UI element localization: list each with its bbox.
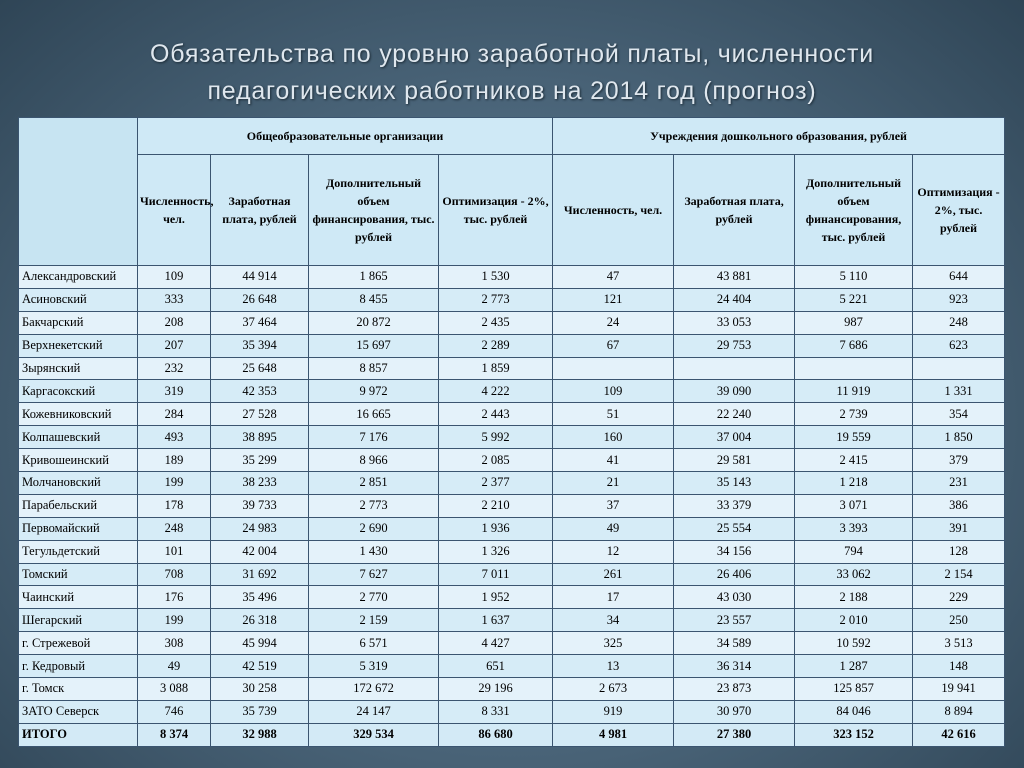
table-cell: 33 062 [795, 563, 913, 586]
table-cell: 21 [553, 472, 674, 495]
column-header: Дополнительный объем финансирования, тыс. рублей [795, 155, 913, 266]
table-cell: 19 941 [913, 678, 1005, 701]
table-cell: 199 [138, 472, 211, 495]
row-label: Молчановский [19, 472, 138, 495]
table-cell: 207 [138, 334, 211, 357]
table-cell: 1 859 [439, 357, 553, 380]
table-cell: 8 455 [309, 288, 439, 311]
column-header: Численность, чел. [138, 155, 211, 266]
header-group-general-education: Общеобразовательные организации [138, 118, 553, 155]
table-row [19, 540, 1005, 563]
table-cell: 2 010 [795, 609, 913, 632]
table-cell: 34 156 [674, 540, 795, 563]
table-cell: 29 196 [439, 678, 553, 701]
table-row [19, 426, 1005, 449]
table-cell: 25 554 [674, 517, 795, 540]
table-cell: 35 739 [211, 700, 309, 723]
table-row [19, 472, 1005, 495]
table-row [19, 380, 1005, 403]
table-cell: 5 110 [795, 266, 913, 289]
table-cell: 172 672 [309, 678, 439, 701]
table-cell: 42 616 [913, 723, 1005, 746]
row-label: Кожевниковский [19, 403, 138, 426]
table-cell: 9 972 [309, 380, 439, 403]
table-cell: 7 627 [309, 563, 439, 586]
total-row [19, 723, 1005, 746]
table-cell: 31 692 [211, 563, 309, 586]
table-cell: 3 393 [795, 517, 913, 540]
table-cell: 42 004 [211, 540, 309, 563]
table-row [19, 517, 1005, 540]
table-cell: 2 770 [309, 586, 439, 609]
table-cell: 16 665 [309, 403, 439, 426]
row-label: ИТОГО [19, 723, 138, 746]
table-cell: 32 988 [211, 723, 309, 746]
table-cell: 391 [913, 517, 1005, 540]
table-cell: 248 [138, 517, 211, 540]
table-cell: 36 314 [674, 655, 795, 678]
table-cell: 386 [913, 494, 1005, 517]
table-cell: 379 [913, 449, 1005, 472]
table-cell: 23 873 [674, 678, 795, 701]
column-header: Оптимизация - 2%, тыс. рублей [913, 155, 1005, 266]
table-row [19, 655, 1005, 678]
table-cell: 3 071 [795, 494, 913, 517]
table-cell: 5 319 [309, 655, 439, 678]
column-header: Заработная плата, рублей [674, 155, 795, 266]
table-cell: 1 936 [439, 517, 553, 540]
row-label: Шегарский [19, 609, 138, 632]
table-cell: 2 443 [439, 403, 553, 426]
table-row [19, 403, 1005, 426]
table-cell: 208 [138, 311, 211, 334]
table-cell: 319 [138, 380, 211, 403]
row-label: Первомайский [19, 517, 138, 540]
table-cell: 44 914 [211, 266, 309, 289]
table-cell: 148 [913, 655, 1005, 678]
table-cell: 33 053 [674, 311, 795, 334]
slide-title [40, 36, 984, 110]
table-cell: 37 [553, 494, 674, 517]
table-cell: 160 [553, 426, 674, 449]
table-cell: 37 464 [211, 311, 309, 334]
table-cell: 2 085 [439, 449, 553, 472]
table-cell: 987 [795, 311, 913, 334]
table-cell: 22 240 [674, 403, 795, 426]
table-cell: 5 992 [439, 426, 553, 449]
table-cell: 923 [913, 288, 1005, 311]
table-cell: 33 379 [674, 494, 795, 517]
table-cell: 199 [138, 609, 211, 632]
table-cell: 354 [913, 403, 1005, 426]
column-header: Оптимизация - 2%, тыс. рублей [439, 155, 553, 266]
table-cell: 20 872 [309, 311, 439, 334]
table-cell: 37 004 [674, 426, 795, 449]
row-label: г. Томск [19, 678, 138, 701]
table-cell: 2 377 [439, 472, 553, 495]
table-cell: 189 [138, 449, 211, 472]
table-cell: 34 589 [674, 632, 795, 655]
table-cell: 325 [553, 632, 674, 655]
table-cell: 121 [553, 288, 674, 311]
table-row [19, 334, 1005, 357]
row-label: Томский [19, 563, 138, 586]
table-cell [795, 357, 913, 380]
table-cell: 47 [553, 266, 674, 289]
row-label: Каргасокский [19, 380, 138, 403]
table-cell: 2 690 [309, 517, 439, 540]
table-row [19, 632, 1005, 655]
table-row [19, 357, 1005, 380]
table-cell: 2 739 [795, 403, 913, 426]
table-cell: 41 [553, 449, 674, 472]
table-cell: 8 374 [138, 723, 211, 746]
table-cell: 109 [138, 266, 211, 289]
table-cell: 651 [439, 655, 553, 678]
table-row [19, 563, 1005, 586]
row-label: Кривошеинский [19, 449, 138, 472]
table-row [19, 449, 1005, 472]
table-cell: 67 [553, 334, 674, 357]
table-cell [913, 357, 1005, 380]
table-cell: 26 318 [211, 609, 309, 632]
table-cell: 2 435 [439, 311, 553, 334]
table-cell: 329 534 [309, 723, 439, 746]
table-cell: 30 970 [674, 700, 795, 723]
table-cell: 35 496 [211, 586, 309, 609]
table-cell: 39 090 [674, 380, 795, 403]
table-cell: 3 513 [913, 632, 1005, 655]
table-cell: 84 046 [795, 700, 913, 723]
table-cell: 1 865 [309, 266, 439, 289]
table-cell: 24 983 [211, 517, 309, 540]
table-cell: 35 394 [211, 334, 309, 357]
table-row [19, 609, 1005, 632]
table-cell: 1 331 [913, 380, 1005, 403]
table-cell: 231 [913, 472, 1005, 495]
table-cell: 4 222 [439, 380, 553, 403]
row-label: г. Кедровый [19, 655, 138, 678]
table-cell: 7 011 [439, 563, 553, 586]
table-cell: 644 [913, 266, 1005, 289]
table-cell [674, 357, 795, 380]
table-cell: 308 [138, 632, 211, 655]
table-cell: 1 952 [439, 586, 553, 609]
table-cell: 2 188 [795, 586, 913, 609]
table-cell: 8 966 [309, 449, 439, 472]
table-cell: 3 088 [138, 678, 211, 701]
table-cell: 38 233 [211, 472, 309, 495]
table-cell: 24 147 [309, 700, 439, 723]
table-cell: 708 [138, 563, 211, 586]
table-cell: 8 331 [439, 700, 553, 723]
row-label: г. Стрежевой [19, 632, 138, 655]
table-cell: 101 [138, 540, 211, 563]
table-row [19, 311, 1005, 334]
table-cell: 15 697 [309, 334, 439, 357]
table-cell: 4 981 [553, 723, 674, 746]
table-cell: 261 [553, 563, 674, 586]
table-cell: 42 519 [211, 655, 309, 678]
table-cell: 493 [138, 426, 211, 449]
table-cell: 86 680 [439, 723, 553, 746]
table-cell: 19 559 [795, 426, 913, 449]
table-cell: 1 430 [309, 540, 439, 563]
table-cell: 7 686 [795, 334, 913, 357]
table-cell: 35 299 [211, 449, 309, 472]
row-label: ЗАТО Северск [19, 700, 138, 723]
column-header: Численность, чел. [553, 155, 674, 266]
table-cell: 250 [913, 609, 1005, 632]
table-cell: 23 557 [674, 609, 795, 632]
table-cell: 2 773 [439, 288, 553, 311]
table-cell: 35 143 [674, 472, 795, 495]
table-cell: 34 [553, 609, 674, 632]
table-cell: 7 176 [309, 426, 439, 449]
table-cell: 29 581 [674, 449, 795, 472]
table-cell: 2 773 [309, 494, 439, 517]
title-line-2: педагогических работников на 2014 год (прогноз) [207, 77, 817, 105]
table-cell: 13 [553, 655, 674, 678]
column-header: Дополнительный объем финансирования, тыс. рублей [309, 155, 439, 266]
table-cell: 2 154 [913, 563, 1005, 586]
table-cell: 176 [138, 586, 211, 609]
table-cell: 8 857 [309, 357, 439, 380]
table-cell: 1 287 [795, 655, 913, 678]
table-cell: 26 648 [211, 288, 309, 311]
table-cell: 1 530 [439, 266, 553, 289]
table-cell: 1 637 [439, 609, 553, 632]
table-cell: 623 [913, 334, 1005, 357]
table-cell: 38 895 [211, 426, 309, 449]
table-cell: 794 [795, 540, 913, 563]
table-cell: 232 [138, 357, 211, 380]
table-cell: 10 592 [795, 632, 913, 655]
row-label: Парабельский [19, 494, 138, 517]
table-cell: 6 571 [309, 632, 439, 655]
table-cell: 30 258 [211, 678, 309, 701]
row-label: Колпашевский [19, 426, 138, 449]
table-cell: 27 380 [674, 723, 795, 746]
table-cell: 26 406 [674, 563, 795, 586]
table-cell: 1 850 [913, 426, 1005, 449]
salary-obligations-table [18, 117, 1005, 747]
table-cell: 1 218 [795, 472, 913, 495]
table-cell: 128 [913, 540, 1005, 563]
table-cell: 4 427 [439, 632, 553, 655]
table-cell: 2 415 [795, 449, 913, 472]
table-cell: 24 404 [674, 288, 795, 311]
table-cell: 1 326 [439, 540, 553, 563]
table-cell: 919 [553, 700, 674, 723]
table-row [19, 700, 1005, 723]
title-line-1: Обязательства по уровню заработной платы, численности [150, 40, 874, 68]
row-label: Чаинский [19, 586, 138, 609]
row-label: Бакчарский [19, 311, 138, 334]
table-cell: 29 753 [674, 334, 795, 357]
table-cell: 42 353 [211, 380, 309, 403]
table-cell: 125 857 [795, 678, 913, 701]
column-header: Заработная плата, рублей [211, 155, 309, 266]
table-cell: 12 [553, 540, 674, 563]
header-group-preschool: Учреждения дошкольного образования, рублей [553, 118, 1005, 155]
table-row [19, 678, 1005, 701]
table-cell [553, 357, 674, 380]
table-cell: 25 648 [211, 357, 309, 380]
table-cell: 17 [553, 586, 674, 609]
table-cell: 43 030 [674, 586, 795, 609]
table-cell: 2 159 [309, 609, 439, 632]
table-body [19, 266, 1005, 747]
table-cell: 27 528 [211, 403, 309, 426]
table-cell: 284 [138, 403, 211, 426]
table-cell: 109 [553, 380, 674, 403]
header-corner [19, 118, 138, 266]
table-row [19, 288, 1005, 311]
table-cell: 51 [553, 403, 674, 426]
row-label: Александровский [19, 266, 138, 289]
table-cell: 45 994 [211, 632, 309, 655]
table-cell: 2 210 [439, 494, 553, 517]
row-label: Верхнекетский [19, 334, 138, 357]
table-cell: 229 [913, 586, 1005, 609]
table-row [19, 266, 1005, 289]
table-cell: 2 673 [553, 678, 674, 701]
table-cell: 49 [138, 655, 211, 678]
table-cell: 333 [138, 288, 211, 311]
table-cell: 746 [138, 700, 211, 723]
table-row [19, 494, 1005, 517]
table-cell: 49 [553, 517, 674, 540]
row-label: Тегульдетский [19, 540, 138, 563]
table-cell: 43 881 [674, 266, 795, 289]
table-row [19, 586, 1005, 609]
table-cell: 24 [553, 311, 674, 334]
table-cell: 39 733 [211, 494, 309, 517]
table-cell: 8 894 [913, 700, 1005, 723]
table-cell: 11 919 [795, 380, 913, 403]
table-cell: 5 221 [795, 288, 913, 311]
table-cell: 178 [138, 494, 211, 517]
row-label: Асиновский [19, 288, 138, 311]
table-cell: 2 851 [309, 472, 439, 495]
table-cell: 323 152 [795, 723, 913, 746]
table-cell: 2 289 [439, 334, 553, 357]
table-cell: 248 [913, 311, 1005, 334]
row-label: Зырянский [19, 357, 138, 380]
